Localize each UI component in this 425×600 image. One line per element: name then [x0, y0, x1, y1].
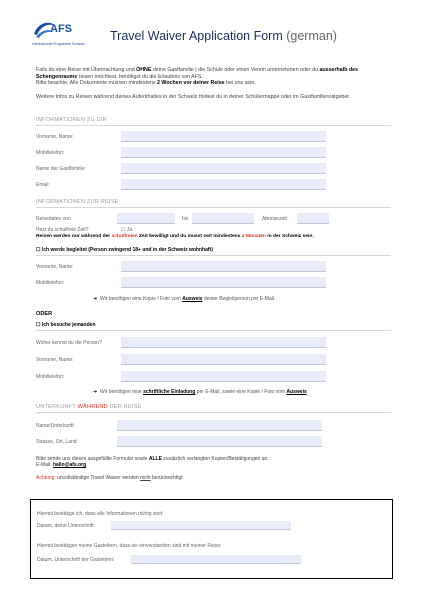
afs-logo — [32, 20, 94, 46]
title-language: (german) — [286, 29, 337, 43]
heading-text: UNTERKUNFT — [36, 404, 78, 410]
intro-emphasis: OHNE — [136, 67, 152, 73]
intro-text: Bitte beachte: Alle Dokumente müssen mindestens — [36, 80, 158, 87]
send-emphasis: ALLE — [148, 456, 162, 462]
companion-mobile-label: Mobiltelefon: — [36, 280, 65, 286]
section-heading-about-you: INFORMATIONEN ZU DIR — [36, 117, 107, 123]
heading-highlight: WÄHREND — [77, 404, 108, 410]
heading-text: DER REISE — [107, 404, 142, 410]
warning-highlight: schulfreien — [111, 234, 138, 239]
section-divider — [36, 207, 391, 208]
trip-dates-label: Reisedaten von — [36, 216, 71, 222]
host-name-label: Vorname, Name: — [36, 357, 74, 363]
warning-text: Zeit bewilligt und du musst seit mindestens — [137, 234, 242, 239]
intro-emphasis: ausserhalb des Schengenraums — [36, 67, 359, 80]
note-text: per E-Mail, sowie eine Kopie / Foto vom — [195, 389, 287, 395]
note-emphasis: Ausweis — [286, 389, 307, 395]
section-divider — [36, 125, 391, 126]
note-text: Wir benötigen eine Kopie / Foto vom — [99, 296, 183, 302]
attention-text: unvollständige Travel Waiver werden — [55, 475, 141, 481]
attention-emphasis: nicht — [140, 475, 151, 481]
student-signature-label: Datum, deine Unterschrift: — [37, 523, 96, 529]
note-text: deiner Begleitperson per E-Mail. — [202, 296, 276, 302]
trip-rule-warning — [36, 234, 314, 239]
intro-emphasis: 2 Wochen vor deiner Reise — [157, 80, 225, 87]
logo-subtitle: Interkulturelle Programme Schweiz — [32, 42, 85, 46]
intro-info-paragraph: Weitere Infos zu Reisen während deines Aufenthaltes in der Schweiz findest du in deiner Schülermappe oder im Gastfamilienratgeber. — [36, 94, 351, 100]
companion-id-note — [93, 296, 275, 302]
mobile-label: Mobiltelefon: — [36, 150, 65, 156]
intro-text: Falls du eine Reise mit Übernachtung und — [36, 67, 137, 73]
logo-wordmark: AFS — [50, 23, 72, 35]
intro-text: reisen möchtest, benötigst du die Erlaubnis von AFS. — [77, 73, 203, 80]
name-field[interactable] — [121, 131, 326, 142]
arrow-right-icon: ➜ — [93, 389, 100, 395]
email-prefix: E-Mail: — [36, 462, 53, 469]
host-signature-label: Datum, Unterschrift der Gasteltern: — [37, 557, 115, 563]
companion-name-field[interactable] — [121, 261, 326, 272]
warning-text: Reisen werden nur während der — [36, 234, 112, 239]
companion-name-label: Vorname, Name: — [36, 264, 74, 270]
school-free-yes-checkbox[interactable]: ☐ Ja — [121, 227, 133, 233]
note-text: Wir benötigen eine — [99, 389, 144, 395]
host-signature-field[interactable] — [131, 555, 301, 564]
warning-text: in der Schweiz sein. — [265, 234, 314, 239]
send-instructions — [36, 456, 394, 468]
trip-until-label: bis — [182, 216, 189, 222]
accommodation-address-label: Strasse, Ort, Land — [36, 439, 77, 445]
section-divider — [36, 412, 391, 413]
companion-mobile-field[interactable] — [121, 277, 326, 288]
name-label: Vorname, Name: — [36, 134, 74, 140]
host-name-field[interactable] — [121, 354, 326, 365]
trip-end-date-field[interactable] — [192, 213, 254, 224]
accompanied-option-checkbox[interactable]: ☐ Ich werde begleitet (Person zwingend 18+ und in der Schweiz wohnhaft) — [36, 247, 213, 253]
arrow-right-icon: ➜ — [93, 296, 100, 302]
section-divider — [36, 255, 391, 256]
send-text: Bitte sende uns dieses ausgefüllte Formular sowie — [36, 456, 149, 462]
send-text: zusätzlich verlangten Kopien/Bestätigungen an: — [161, 456, 269, 462]
or-separator: ODER — [36, 311, 53, 317]
attention-notice — [36, 475, 394, 482]
host-mobile-field[interactable] — [121, 371, 326, 382]
warning-highlight: 4 Monaten — [241, 234, 266, 239]
email-label: Email: — [36, 182, 50, 188]
confirm-statement: Hiermit bestätige ich, dass alle Informationen richtig sind: — [37, 511, 164, 517]
page-title — [110, 29, 337, 43]
email-field[interactable] — [121, 179, 326, 190]
mobile-field[interactable] — [121, 147, 326, 158]
how-known-field[interactable] — [121, 337, 326, 348]
section-heading-trip: INFORMATIONEN ZUR REISE — [36, 199, 119, 205]
host-family-label: Name der Gastfamilie: — [36, 166, 86, 172]
accommodation-name-label: Name/Unterkunft — [36, 423, 74, 429]
title-main: Travel Waiver Application Form — [110, 29, 283, 43]
host-family-field[interactable] — [121, 163, 326, 174]
section-divider — [36, 330, 391, 331]
host-mobile-label: Mobiltelefon: — [36, 374, 65, 380]
contact-email-link[interactable]: hallo@afs.org — [52, 462, 87, 469]
confirmation-box — [30, 499, 393, 579]
attention-label: Achtung: — [36, 475, 56, 481]
attention-text: berücksichtigt — [150, 475, 183, 481]
host-confirm-statement: Hiermit bestätigen meine Gasteltern, dass sie einverstanden sind mit meiner Reise: — [37, 543, 222, 549]
accommodation-name-field[interactable] — [117, 420, 322, 431]
visiting-option-checkbox[interactable]: ☐ Ich besuche jemanden — [36, 322, 96, 328]
departure-time-label: Abreisezeit: — [262, 216, 289, 222]
how-known-label: Woher kennst du die Person? — [36, 340, 102, 346]
student-signature-field[interactable] — [111, 521, 291, 530]
section-heading-accommodation — [36, 404, 142, 410]
note-emphasis: schriftliche Einladung — [143, 389, 196, 395]
invitation-note — [93, 389, 307, 395]
school-free-question: Hast du schulfreie Zeit? — [36, 227, 89, 233]
intro-text: deine Gastfamilie | die Schule oder einen Verein unternehmen oder du — [151, 67, 320, 73]
departure-time-field[interactable] — [297, 213, 329, 224]
intro-text: bei uns sein. — [224, 80, 256, 87]
note-emphasis: Ausweis — [182, 296, 203, 302]
trip-start-date-field[interactable] — [117, 213, 175, 224]
intro-paragraph — [36, 67, 394, 87]
accommodation-address-field[interactable] — [117, 436, 322, 447]
